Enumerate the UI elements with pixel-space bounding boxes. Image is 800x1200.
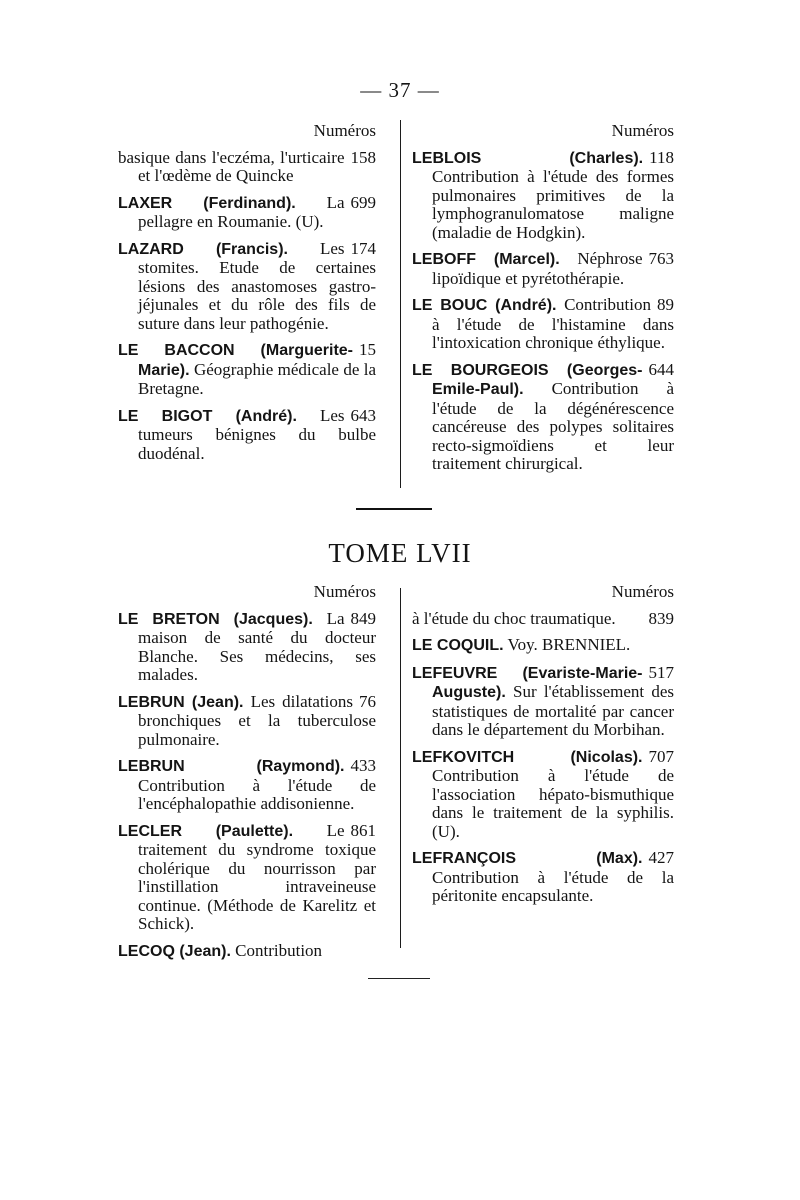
entry-number: 849	[350, 608, 376, 628]
thesis-title: Contribution à l'étude des formes pulmonaires primitives de la lymphogranulomatose maligne (maladie de Hodgkin).	[432, 167, 674, 242]
entry-number: 839	[648, 608, 674, 628]
index-entry	[118, 194, 376, 232]
author-name: LE COQUIL.	[412, 637, 504, 654]
author-name: LEFRANÇOIS (Max).	[412, 850, 643, 867]
entry-number: 158	[350, 147, 376, 167]
author-name: LEFEUVRE (Evariste-Marie-Auguste).	[412, 664, 643, 701]
author-name: LE BIGOT (André).	[118, 407, 297, 425]
right-column	[412, 583, 674, 914]
thesis-title: Voy. BRENNIEL.	[507, 635, 631, 654]
thesis-title: Sur l'établissement des statistiques de mortalité par cancer dans le département du Morbihan.	[432, 682, 675, 739]
index-entry	[412, 296, 674, 353]
author-name: LEBRUN (Raymond).	[118, 758, 345, 775]
thesis-title: Contribution à l'étude de la dégénérescence cancéreuse des polypes solitaires recto-sigmoïdiens et leur traitement chirurgical.	[432, 379, 674, 473]
thesis-title: Le traitement du syndrome toxique cholérique du nourrisson par l'instillation intraveineuse continue. (Méthode de Karelitz et Schick).	[138, 820, 376, 933]
entry-number: 433	[350, 756, 376, 775]
section-separator	[356, 508, 432, 510]
thesis-title: Contribution à l'étude de l'histamine dans l'intoxication chronique éthylique.	[432, 295, 674, 352]
thesis-title: basique dans l'eczéma, l'urticaire et l'œdème de Quincke	[118, 147, 345, 185]
index-entry	[412, 250, 674, 288]
author-name: LE BOUC (André).	[412, 297, 557, 314]
thesis-title: Les tumeurs bénignes du bulbe duodénal.	[138, 405, 376, 463]
index-entry	[118, 942, 376, 962]
entry-number: 517	[648, 662, 674, 682]
thesis-title: Contribution à l'étude de l'association hépato-bismuthique dans le traitement de la syphilis. (U).	[432, 766, 674, 841]
right-column	[412, 122, 674, 482]
column-header: Numéros	[611, 121, 674, 140]
thesis-title: Contribution à l'étude de l'encéphalopathie addisonienne.	[138, 775, 376, 813]
thesis-title: Les stomites. Etude de certaines lésions des anastomoses gastro-jéjunales et du rôle des fils de suture dans leur pathogénie.	[138, 238, 376, 333]
left-column	[118, 583, 376, 969]
author-name: LEBOFF (Marcel).	[412, 251, 560, 268]
author-name: LE BOURGEOIS (Georges-Emile-Paul).	[412, 361, 643, 398]
index-entry	[118, 693, 376, 750]
entry-number: 89	[657, 295, 674, 314]
author-name: LECLER (Paulette).	[118, 822, 294, 840]
index-entry	[412, 610, 674, 629]
thesis-title: Géographie médicale de la Bretagne.	[138, 359, 377, 398]
thesis-title: à l'étude du choc traumatique.	[412, 608, 616, 628]
index-entry	[118, 822, 376, 934]
thesis-title: Néphrose lipoïdique et pyrétothérapie.	[432, 249, 643, 288]
index-entry	[118, 757, 376, 814]
entry-number: 118	[649, 147, 674, 167]
section-heading: TOME LVII	[328, 538, 472, 568]
index-entry	[118, 407, 376, 464]
index-entry	[118, 240, 376, 334]
author-name: LEFKOVITCH (Nicolas).	[412, 748, 643, 766]
entry-number: 644	[648, 359, 674, 379]
index-entry	[412, 664, 674, 740]
thesis-title: Contribution	[235, 940, 323, 960]
author-name: LECOQ (Jean).	[118, 942, 231, 960]
index-entry	[118, 610, 376, 685]
index-entry	[412, 849, 674, 906]
entry-number: 15	[359, 340, 376, 359]
thesis-title: Contribution à l'étude de la péritonite encapsulante.	[432, 867, 674, 905]
column-divider	[400, 120, 401, 488]
index-entry	[412, 636, 674, 656]
column-divider	[400, 588, 401, 948]
author-name: LAZARD (Francis).	[118, 240, 288, 258]
author-name: LEBLOIS (Charles).	[412, 149, 644, 167]
index-entry	[118, 149, 376, 186]
author-name: LAXER (Ferdinand).	[118, 194, 296, 212]
thesis-title: La pellagre en Roumanie. (U).	[138, 192, 345, 231]
index-entry	[412, 361, 674, 474]
entry-number: 643	[350, 405, 376, 425]
entry-number: 699	[350, 192, 376, 212]
index-entry	[118, 341, 376, 399]
entry-number: 427	[648, 848, 674, 867]
end-rule	[368, 978, 430, 979]
thesis-title: Les dilatations bronchiques et la tuberculose pulmonaire.	[138, 691, 376, 749]
entry-number: 707	[648, 746, 674, 766]
page-number: — 37 —	[360, 78, 440, 102]
entry-number: 76	[359, 691, 376, 711]
entry-number: 174	[350, 238, 376, 258]
entry-number: 763	[648, 249, 674, 268]
column-header: Numéros	[611, 582, 674, 601]
author-name: LE BACCON (Marguerite-Marie).	[118, 342, 353, 379]
index-entry	[412, 149, 674, 243]
author-name: LEBRUN (Jean).	[118, 693, 244, 711]
thesis-title: La maison de santé du docteur Blanche. Ses médecins, ses malades.	[138, 608, 376, 684]
column-header: Numéros	[313, 121, 376, 140]
index-entry	[412, 748, 674, 842]
author-name: LE BRETON (Jacques).	[118, 610, 313, 628]
left-column	[118, 122, 376, 471]
column-header: Numéros	[313, 582, 376, 601]
entry-number: 861	[350, 820, 376, 840]
